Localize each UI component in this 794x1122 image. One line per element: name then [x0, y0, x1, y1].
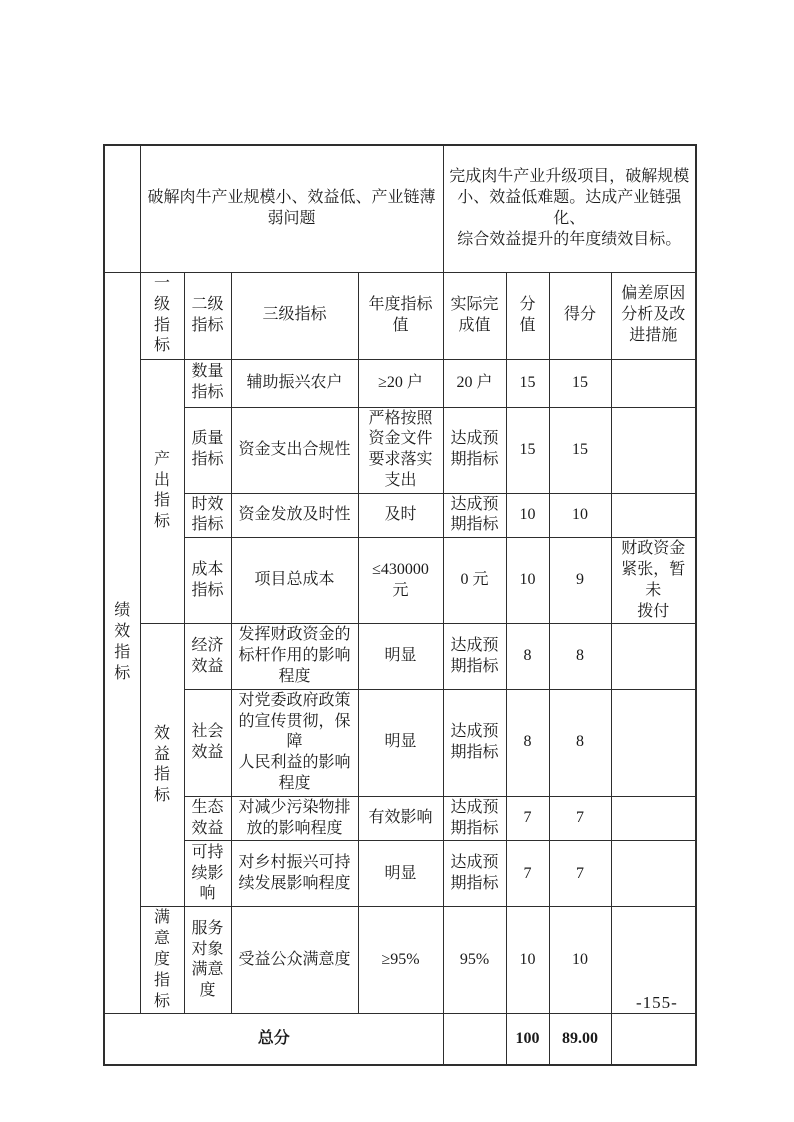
total-label-cell: 总分: [104, 1014, 443, 1065]
social-level2-cell: 社会 效益: [184, 689, 231, 796]
quantity-level3-cell: 辅助振兴农户: [231, 359, 358, 407]
social-level3-cell: 对党委政府政策 的宣传贯彻，保障 人民利益的影响 程度: [231, 689, 358, 796]
timeliness-points-cell: 10: [506, 493, 549, 538]
sustainability-level2-cell: 可持 续影 响: [184, 841, 231, 907]
social-actual-cell: 达成预 期指标: [443, 689, 506, 796]
annual-goal-cell: 完成肉牛产业升级项目，破解规模 小、效益低难题。达成产业链强化、 综合效益提升的年度绩效目标。: [443, 145, 696, 272]
table-row-ecological: [104, 796, 696, 841]
ecological-points-cell: 7: [506, 796, 549, 841]
total-score-cell: 89.00: [549, 1014, 611, 1065]
timeliness-actual-cell: 达成预 期指标: [443, 493, 506, 538]
cost-level2-cell: 成本 指标: [184, 538, 231, 624]
header-points: 分 值: [506, 272, 549, 359]
performance-table: [103, 144, 697, 1066]
social-deviation-cell: [611, 689, 696, 796]
header-annual-target: 年度指标 值: [358, 272, 443, 359]
quality-actual-cell: 达成预 期指标: [443, 407, 506, 493]
quality-score-cell: 15: [549, 407, 611, 493]
table-row-cost: [104, 538, 696, 624]
table-row-total: [104, 1014, 696, 1065]
satisfaction-target-cell: ≥95%: [358, 907, 443, 1014]
header-deviation: 偏差原因 分析及改 进措施: [611, 272, 696, 359]
ecological-score-cell: 7: [549, 796, 611, 841]
group-output-label: 产 出 指 标: [140, 359, 184, 624]
satisfaction-actual-cell: 95%: [443, 907, 506, 1014]
table-row-quantity: [104, 359, 696, 407]
sustainability-level3-cell: 对乡村振兴可持 续发展影响程度: [231, 841, 358, 907]
cost-deviation-cell: 财政资金 紧张，暂未 拨付: [611, 538, 696, 624]
header-level3: 三级指标: [231, 272, 358, 359]
quality-target-cell: 严格按照 资金文件 要求落实 支出: [358, 407, 443, 493]
sustainability-actual-cell: 达成预 期指标: [443, 841, 506, 907]
sustainability-deviation-cell: [611, 841, 696, 907]
economic-actual-cell: 达成预 期指标: [443, 624, 506, 689]
satisfaction-points-cell: 10: [506, 907, 549, 1014]
table-row-timeliness: [104, 493, 696, 538]
sustainability-target-cell: 明显: [358, 841, 443, 907]
cost-level3-cell: 项目总成本: [231, 538, 358, 624]
social-target-cell: 明显: [358, 689, 443, 796]
cost-target-cell: ≤430000 元: [358, 538, 443, 624]
quality-points-cell: 15: [506, 407, 549, 493]
ecological-level3-cell: 对减少污染物排 放的影响程度: [231, 796, 358, 841]
total-actual-cell: [443, 1014, 506, 1065]
header-actual-value: 实际完 成值: [443, 272, 506, 359]
table-row-economic: [104, 624, 696, 689]
header-score: 得分: [549, 272, 611, 359]
satisfaction-score-cell: 10: [549, 907, 611, 1014]
social-points-cell: 8: [506, 689, 549, 796]
project-goal-cell: 破解肉牛产业规模小、效益低、产业链薄 弱问题: [140, 145, 443, 272]
social-score-cell: 8: [549, 689, 611, 796]
sustainability-score-cell: 7: [549, 841, 611, 907]
goal-row: [104, 145, 696, 272]
timeliness-score-cell: 10: [549, 493, 611, 538]
total-points-cell: 100: [506, 1014, 549, 1065]
satisfaction-level2-cell: 服务 对象 满意 度: [184, 907, 231, 1014]
satisfaction-level3-cell: 受益公众满意度: [231, 907, 358, 1014]
goal-spacer-cell: [104, 145, 140, 272]
economic-deviation-cell: [611, 624, 696, 689]
table-row-social: [104, 689, 696, 796]
row-group-performance-label: 绩 效 指 标: [104, 272, 140, 1014]
sustainability-points-cell: 7: [506, 841, 549, 907]
table-row-sustainability: [104, 841, 696, 907]
ecological-deviation-cell: [611, 796, 696, 841]
economic-score-cell: 8: [549, 624, 611, 689]
quantity-points-cell: 15: [506, 359, 549, 407]
header-level2: 二级 指标: [184, 272, 231, 359]
quantity-target-cell: ≥20 户: [358, 359, 443, 407]
timeliness-target-cell: 及时: [358, 493, 443, 538]
economic-target-cell: 明显: [358, 624, 443, 689]
economic-level2-cell: 经济 效益: [184, 624, 231, 689]
quality-deviation-cell: [611, 407, 696, 493]
group-benefit-label: 效 益 指 标: [140, 624, 184, 907]
quality-level2-cell: 质量 指标: [184, 407, 231, 493]
cost-points-cell: 10: [506, 538, 549, 624]
quantity-actual-cell: 20 户: [443, 359, 506, 407]
economic-level3-cell: 发挥财政资金的 标杆作用的影响 程度: [231, 624, 358, 689]
quantity-deviation-cell: [611, 359, 696, 407]
page-number: -155-: [636, 993, 678, 1012]
group-satisfaction-label: 满 意 度 指 标: [140, 907, 184, 1014]
cost-score-cell: 9: [549, 538, 611, 624]
economic-points-cell: 8: [506, 624, 549, 689]
quantity-score-cell: 15: [549, 359, 611, 407]
timeliness-level3-cell: 资金发放及时性: [231, 493, 358, 538]
quantity-level2-cell: 数量 指标: [184, 359, 231, 407]
table-header-row: [104, 272, 696, 359]
header-level1: 一 级 指 标: [140, 272, 184, 359]
quality-level3-cell: 资金支出合规性: [231, 407, 358, 493]
ecological-target-cell: 有效影响: [358, 796, 443, 841]
cost-actual-cell: 0 元: [443, 538, 506, 624]
ecological-actual-cell: 达成预 期指标: [443, 796, 506, 841]
table-row-quality: [104, 407, 696, 493]
timeliness-level2-cell: 时效 指标: [184, 493, 231, 538]
timeliness-deviation-cell: [611, 493, 696, 538]
ecological-level2-cell: 生态 效益: [184, 796, 231, 841]
total-deviation-cell: [611, 1014, 696, 1065]
table-row-satisfaction: [104, 907, 696, 1014]
